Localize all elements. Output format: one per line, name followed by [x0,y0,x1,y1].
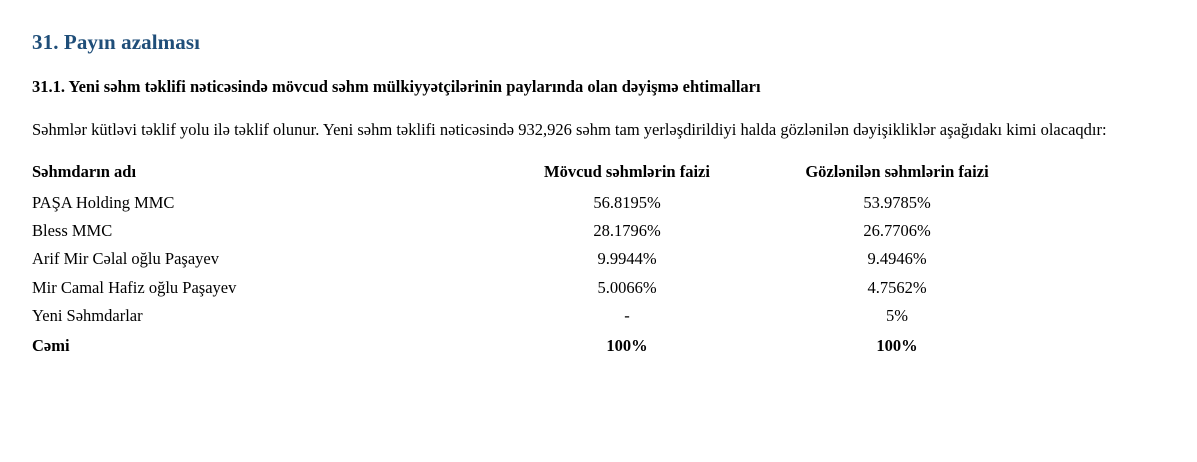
table-header-row [32,160,1032,189]
page-title: 31. Payın azalması [32,30,201,54]
cell-current-percent: 28.1796% [593,221,661,240]
cell-expected-percent: 26.7706% [863,221,931,240]
subsection-title: 31.1. Yeni səhm təklifi nəticəsində mövcud səhm mülkiyyətçilərinin paylarında olan dəyişmə ehtimalları [32,77,761,97]
column-header-current: Mövcud səhmlərin faizi [544,161,710,181]
table-row [32,245,1032,273]
cell-shareholder-name: Arif Mir Cəlal oğlu Paşayev [32,249,219,269]
cell-current-percent: - [624,305,630,325]
column-header-shareholder: Səhmdarın adı [32,161,137,181]
cell-shareholder-name: PAŞA Holding MMC [32,192,175,212]
cell-current-percent: 56.8195% [593,192,661,212]
cell-shareholder-name: Bless MMC [32,221,113,240]
table-row [32,274,1032,302]
table-total-row [32,330,1032,360]
cell-expected-percent: 4.7562% [867,277,927,297]
cell-shareholder-name: Mir Camal Hafiz oğlu Paşayev [32,277,237,297]
cell-expected-percent: 9.4946% [867,249,927,269]
cell-expected-percent: 5% [886,305,908,325]
intro-paragraph: Səhmlər kütləvi təklif yolu ilə təklif olunur. Yeni səhm təklifi nəticəsində 932,926 səhm tam yerləşdirildiyi halda gözlənilən dəyişikliklər aşağıdakı kimi olacaqdır: [32,119,1107,139]
column-header-expected: Gözlənilən səhmlərin faizi [805,161,989,181]
table-row [32,217,1032,245]
cell-current-percent: 5.0066% [597,277,657,297]
cell-total-label: Cəmi [32,336,70,356]
cell-total-expected: 100% [876,336,918,356]
cell-shareholder-name: Yeni Səhmdarlar [32,305,143,325]
cell-current-percent: 9.9944% [597,249,657,269]
table-row [32,302,1032,330]
shareholder-table [32,160,1032,361]
cell-expected-percent: 53.9785% [863,192,931,212]
cell-total-current: 100% [606,336,648,356]
table-row [32,189,1032,217]
